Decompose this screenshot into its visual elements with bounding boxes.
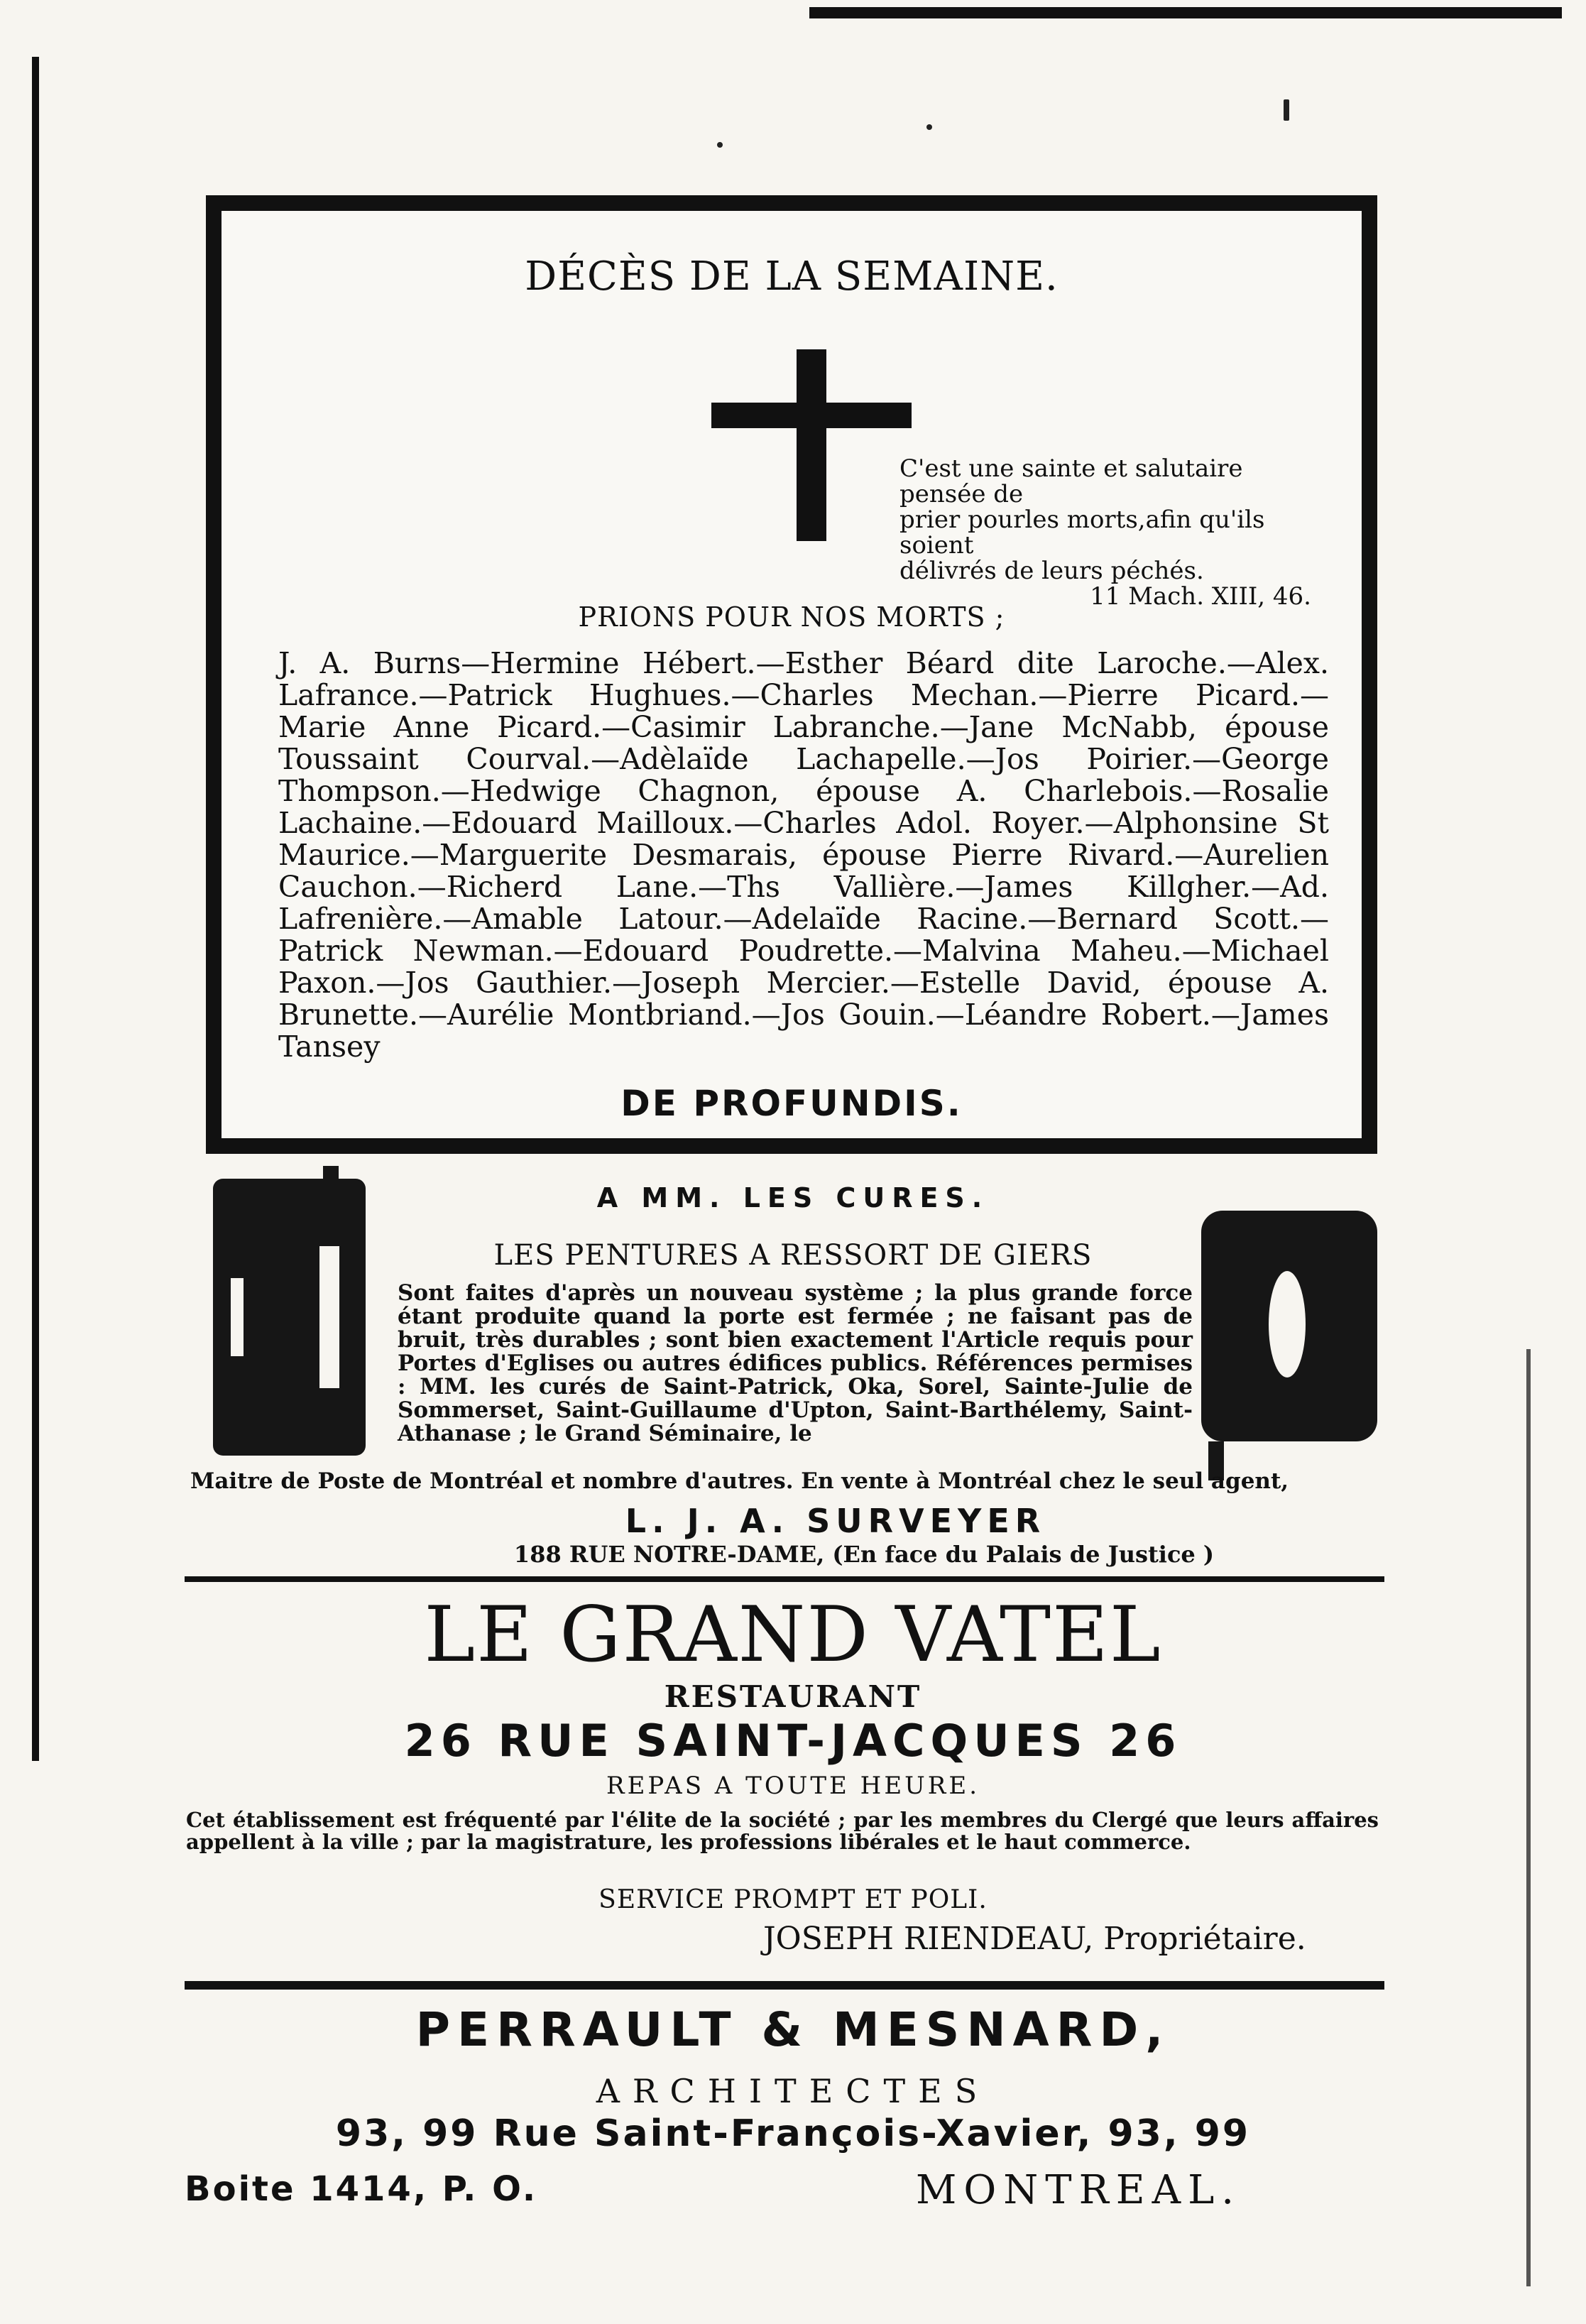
architects-po-box: Boite 1414, P. O. — [185, 2169, 538, 2209]
restaurant-description: Cet établissement est fréquenté par l'élite de la société ; par les membres du Clergé que leurs affaires appellent à la ville ; par la magistrature, les professions libérales et le haut commerce. — [186, 1808, 1379, 1854]
quote-line: délivrés de leurs péchés. — [899, 557, 1204, 585]
cross-icon-bar — [711, 403, 912, 428]
restaurant-hours: REPAS A TOUTE HEURE. — [606, 1772, 980, 1800]
hinge-ad-agent: L. J. A. SURVEYER — [625, 1502, 1046, 1540]
quote-reference: 11 Mach. XIII, 46. — [1090, 582, 1311, 611]
architects-address: 93, 99 Rue Saint-François-Xavier, 93, 99 — [335, 2112, 1251, 2155]
section-divider — [185, 1576, 1384, 1582]
hinge-ad-subheading: LES PENTURES A RESSORT DE GIERS — [493, 1239, 1093, 1272]
section-divider — [185, 1981, 1384, 1990]
restaurant-name: LE GRAND VATEL — [424, 1591, 1162, 1679]
cross-icon — [797, 349, 826, 541]
restaurant-owner: JOSEPH RIENDEAU, Propriétaire. — [763, 1921, 1306, 1957]
scan-speck — [926, 124, 932, 130]
hinge-ad-body: Sont faites d'après un nouveau système ; la plus grande force étant produite quand la porte est fermée ; ne faisant pas de bruit, très durables ; sont bien exactement l'Article requis pour Portes d'Eglises ou autres édifices publics. Références permises : MM. les curés de Saint-Patrick, Oka, Sorel, Sainte-Julie de Sommerset, Saint-Guillaume d'Upton, Saint-Barthélemy, Saint-Athanase ; le Grand Séminaire, le — [398, 1280, 1193, 1446]
hinge-illustration-left — [213, 1179, 366, 1456]
hinge-ad-heading: A MM. LES CURES. — [596, 1182, 990, 1213]
scripture-quote — [899, 456, 1325, 609]
restaurant-label: RESTAURANT — [664, 1679, 922, 1714]
deaths-title: DÉCÈS DE LA SEMAINE. — [525, 253, 1059, 300]
scan-edge-top — [809, 7, 1562, 18]
quote-line: prier pourles morts,afin qu'ils soient — [899, 506, 1265, 560]
deaths-notice-box — [206, 195, 1377, 1154]
deceased-names-list: J. A. Burns—Hermine Hébert.—Esther Béard dite Laroche.—Alex. Lafrance.—Patrick Hughues.—Charles Mechan.—Pierre Picard.—Marie Anne Picard.—Casimir Labranche.—Jane McNabb, épouse Toussaint Courval.—Adèlaïde Lachapelle.—Jos Poirier.—George Thompson.—Hedwige Chagnon, épouse A. Charlebois.—Rosalie Lachaine.—Edouard Mailloux.—Charles Adol. Royer.—Alphonsine St Maurice.—Marguerite Desmarais, épouse Pierre Rivard.—Aurelien Cauchon.—Richerd Lane.—Ths Vallière.—James Killgher.—Ad. Lafrenière.—Amable Latour.—Adelaïde Racine.—Bernard Scott.—Patrick Newman.—Edouard Poudrette.—Malvina Maheu.—Michael Paxon.—Jos Gauthier.—Joseph Mercier.—Estelle David, épouse A. Brunette.—Aurélie Montbriand.—Jos Gouin.—Léandre Robert.—James Tansey — [278, 646, 1329, 1064]
restaurant-street: 26 RUE SAINT-JACQUES 26 — [404, 1715, 1182, 1767]
hinge-ad-body-last-line: Maitre de Poste de Montréal et nombre d'autres. En vente à Montréal chez le seul agent, — [190, 1468, 1289, 1494]
quote-line: C'est une sainte et salutaire pensée de — [899, 454, 1243, 508]
scan-speck — [1284, 99, 1289, 121]
architects-city: MONTREAL. — [916, 2167, 1242, 2213]
architects-name: PERRAULT & MESNARD, — [415, 2002, 1171, 2057]
architects-title: ARCHITECTES — [596, 2072, 990, 2110]
closing-de-profundis: DE PROFUNDIS. — [620, 1083, 963, 1124]
scan-speck — [717, 142, 723, 148]
restaurant-service: SERVICE PROMPT ET POLI. — [598, 1885, 988, 1914]
prayer-heading: PRIONS POUR NOS MORTS ; — [578, 601, 1005, 633]
hinge-ad-address: 188 RUE NOTRE-DAME, (En face du Palais de Justice ) — [513, 1541, 1215, 1568]
